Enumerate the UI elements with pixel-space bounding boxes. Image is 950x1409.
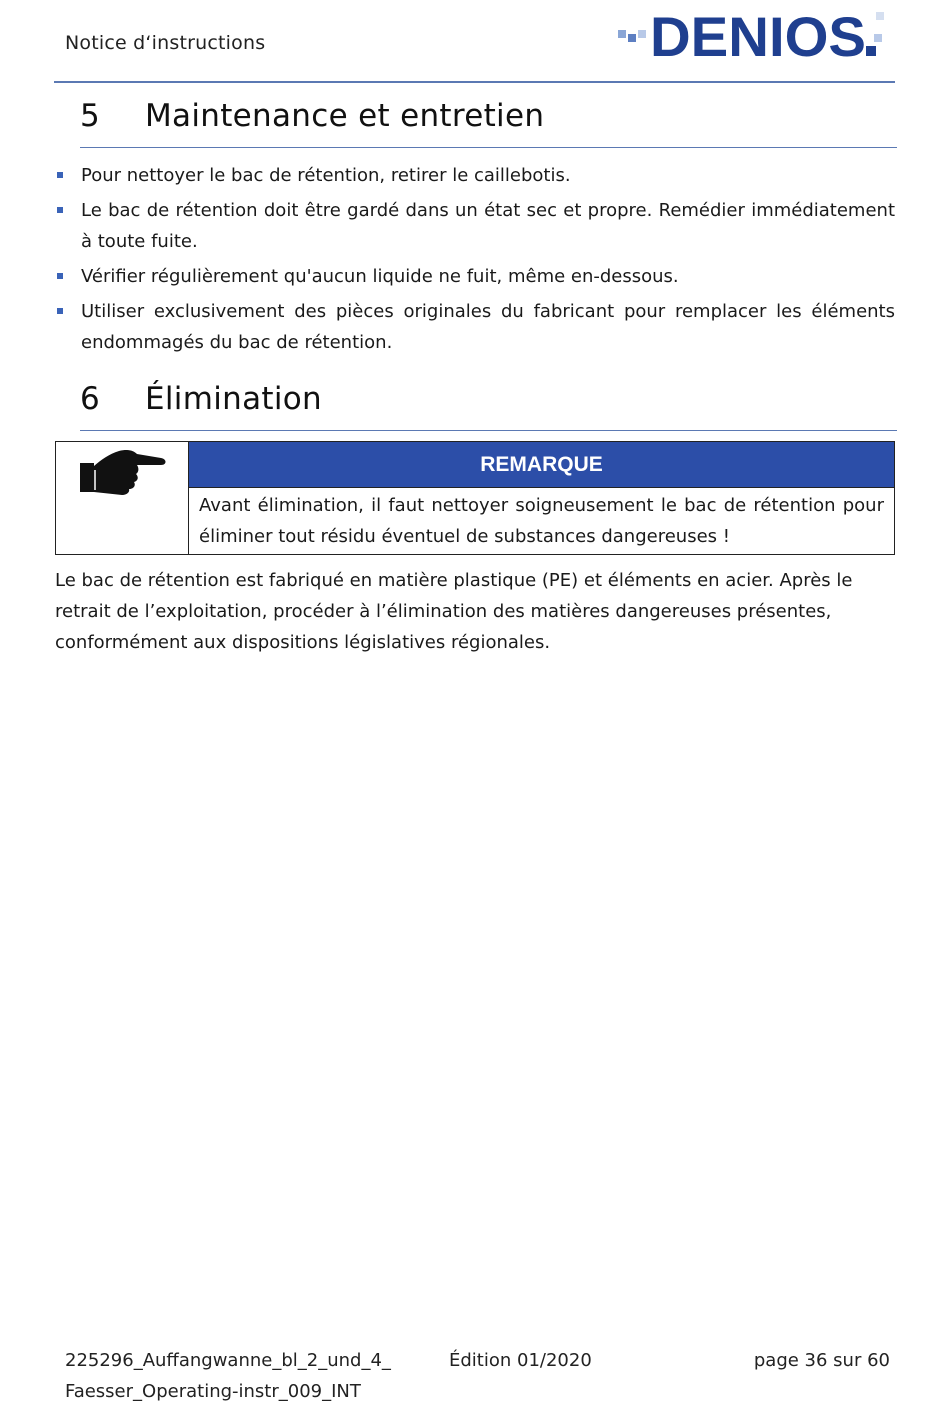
list-item: Pour nettoyer le bac de rétention, retirer le caillebotis. bbox=[55, 160, 895, 191]
notice-icon-cell bbox=[56, 442, 189, 554]
section-number: 6 bbox=[80, 381, 100, 417]
document-title: Notice d‘instructions bbox=[65, 32, 266, 54]
bullet-marker-icon bbox=[57, 308, 63, 314]
list-item: Utiliser exclusivement des pièces originales du fabricant pour remplacer les éléments endommagés du bac de rétention. bbox=[55, 296, 895, 358]
list-item: Vérifier régulièrement qu'aucun liquide ne fuit, même en-dessous. bbox=[55, 261, 895, 292]
bullet-marker-icon bbox=[57, 172, 63, 178]
footer-page-number: page 36 sur 60 bbox=[753, 1350, 890, 1371]
denios-logo bbox=[618, 6, 888, 64]
notice-box bbox=[55, 441, 895, 555]
bullet-marker-icon bbox=[57, 273, 63, 279]
svg-text:DENIOS: DENIOS bbox=[650, 6, 866, 64]
section-heading-elimination bbox=[80, 381, 897, 431]
notice-content bbox=[189, 442, 894, 554]
footer-edition: Édition 01/2020 bbox=[449, 1350, 592, 1371]
section-heading-maintenance bbox=[80, 98, 897, 148]
footer-file-name: 225296_Auffangwanne_bl_2_und_4_ Faesser_Operating-instr_009_INT bbox=[65, 1350, 391, 1402]
section-number: 5 bbox=[80, 98, 100, 134]
notice-label: REMARQUE bbox=[189, 442, 894, 488]
header-divider bbox=[54, 81, 895, 83]
bullet-marker-icon bbox=[57, 207, 63, 213]
maintenance-list bbox=[55, 160, 895, 362]
section-title: Maintenance et entretien bbox=[145, 98, 545, 134]
section-title: Élimination bbox=[145, 381, 322, 417]
pointing-hand-icon bbox=[79, 446, 167, 496]
notice-text: Avant élimination, il faut nettoyer soigneusement le bac de rétention pour éliminer tout résidu éventuel de substances dangereuses ! bbox=[199, 495, 884, 547]
list-item: Le bac de rétention doit être gardé dans un état sec et propre. Remédier immédiatement à toute fuite. bbox=[55, 195, 895, 257]
disposal-paragraph: Le bac de rétention est fabriqué en matière plastique (PE) et éléments en acier. Après le retrait de l’exploitation, procéder à l’élimination des matières dangereuses présentes, conformément aux dispositions législatives régionales. bbox=[55, 570, 853, 653]
